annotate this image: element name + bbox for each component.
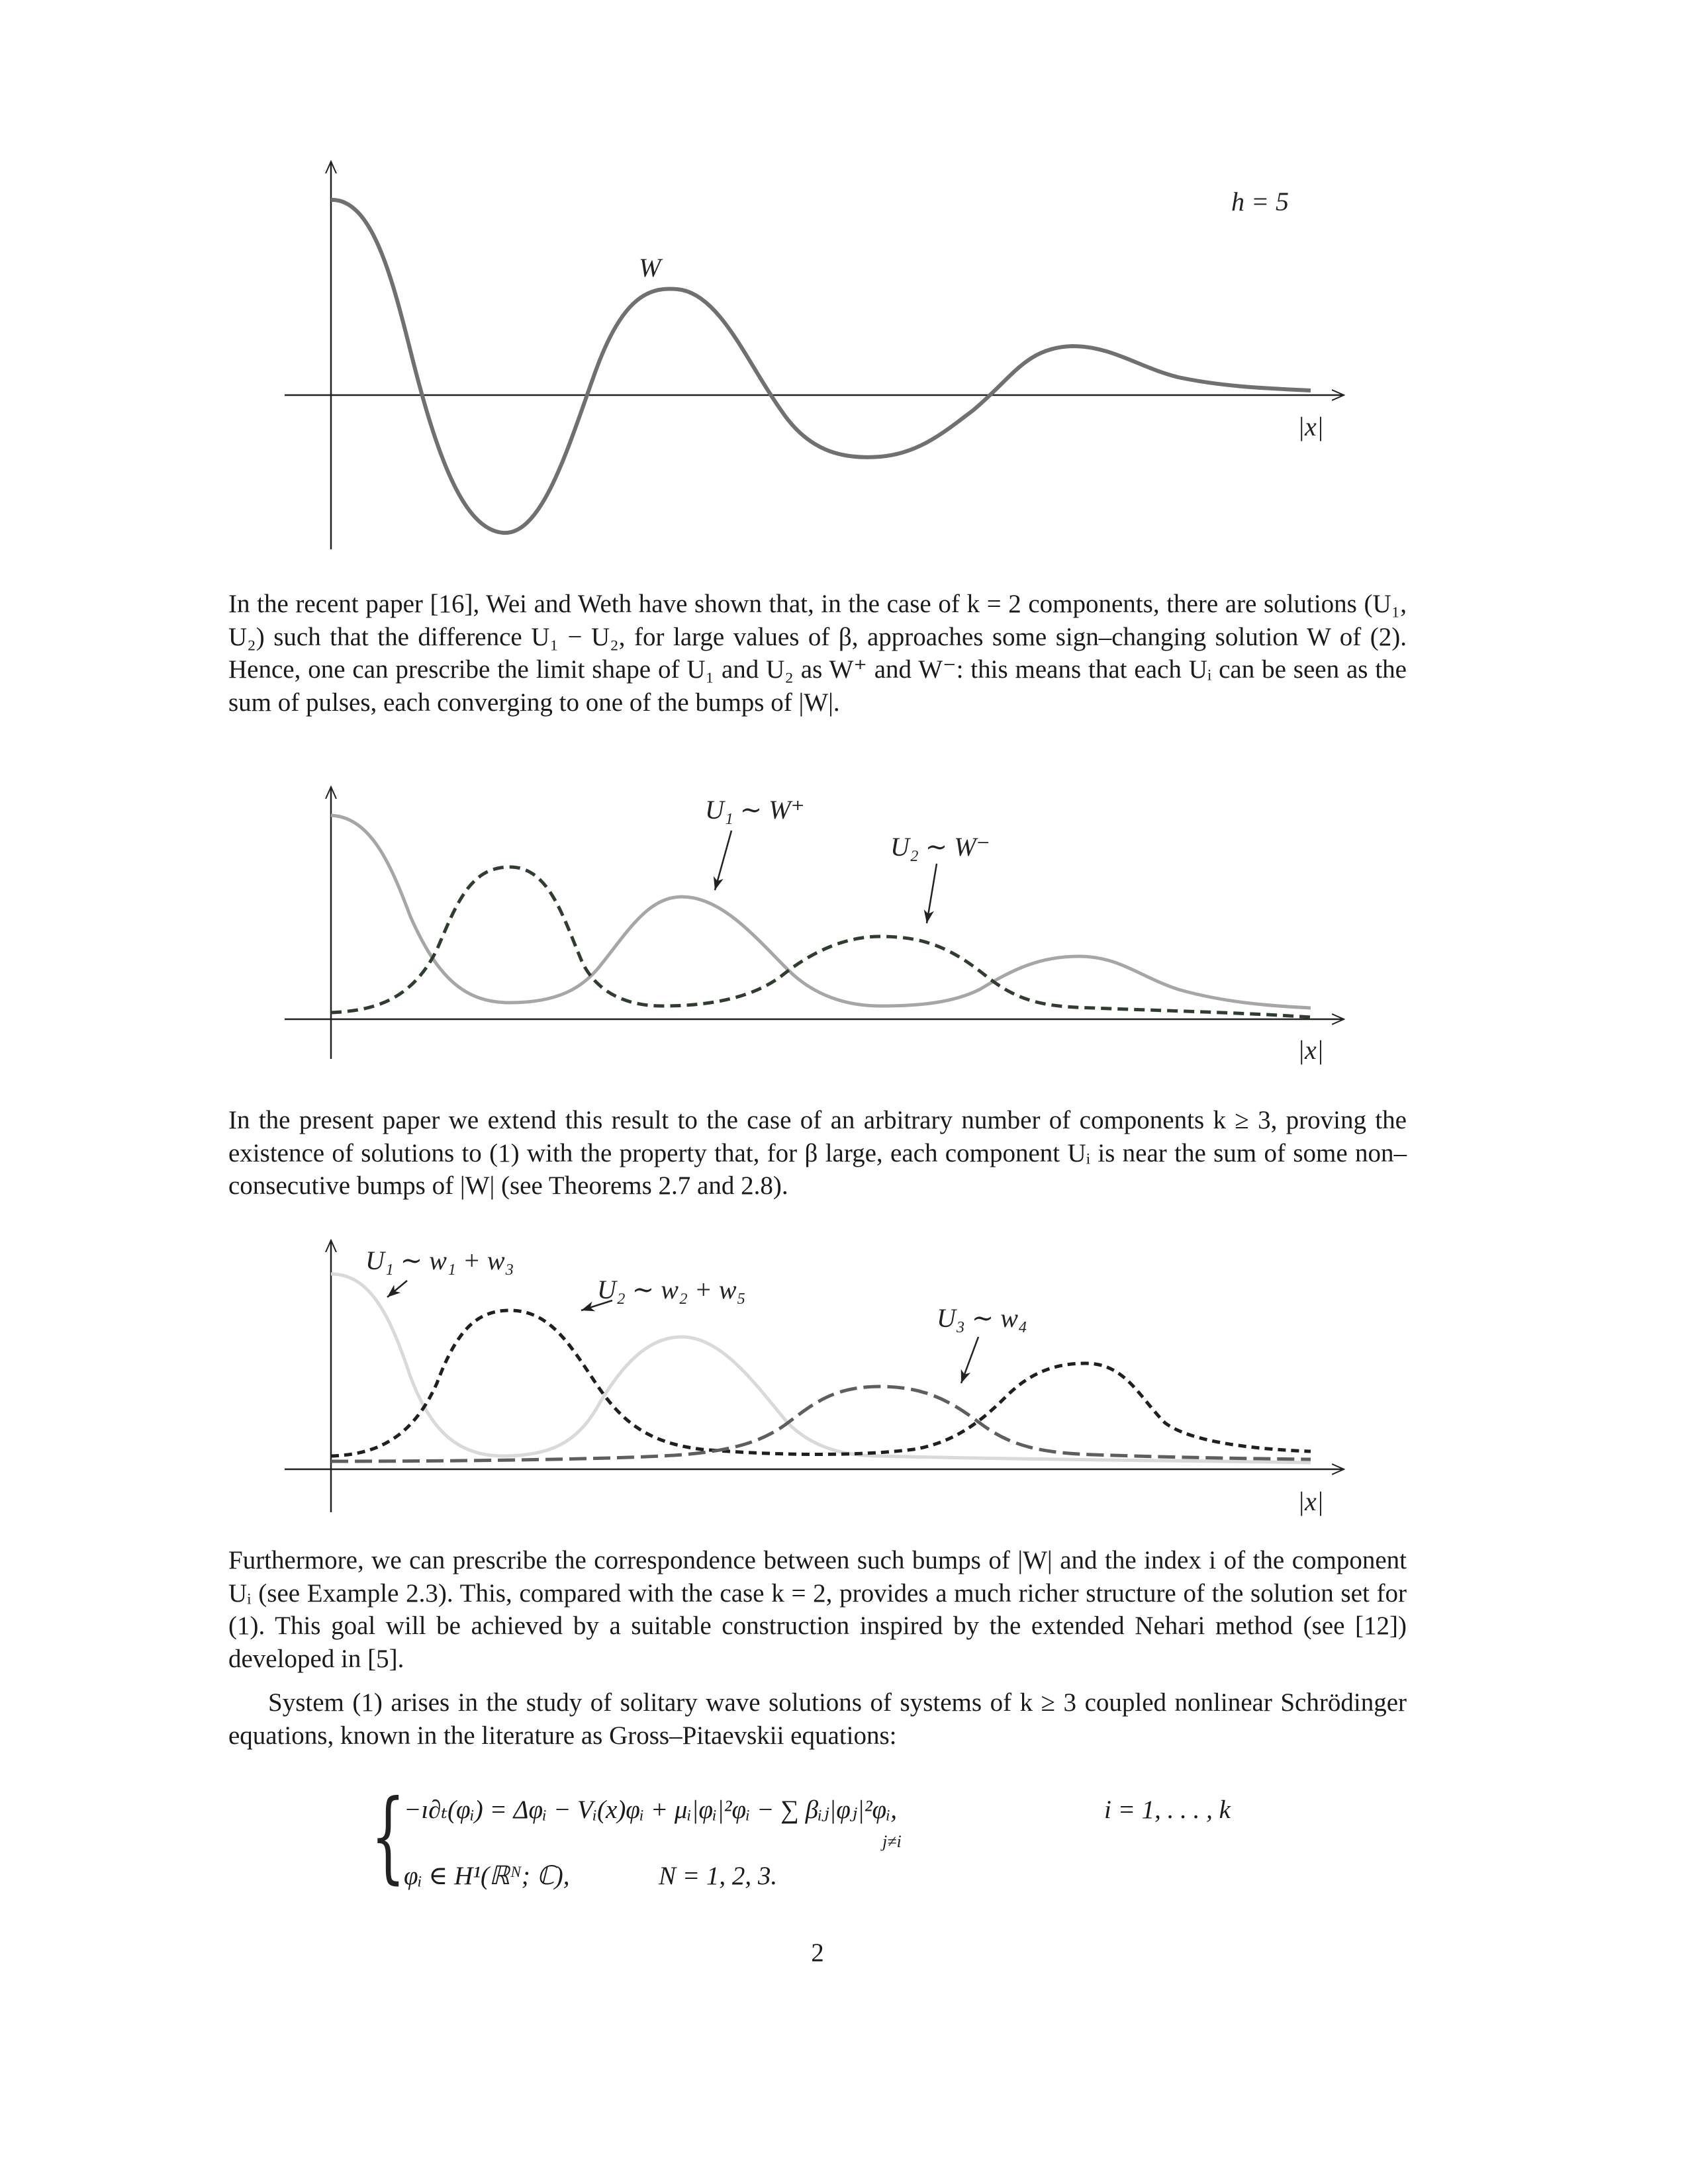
figure-u1-u2-u3 bbox=[0, 1231, 1688, 1522]
paragraph-4: System (1) arises in the study of solitary wave solutions of systems of k ≥ 3 coupled nonlinear Schrödinger equations, known in the literature as Gross–Pitaevskii equations: bbox=[228, 1688, 1407, 1750]
equation-line-2: φᵢ ∈ H¹(ℝᴺ; ℂ), bbox=[404, 1862, 570, 1890]
x-axis-label: |x| bbox=[1297, 1035, 1324, 1065]
paragraph-3: Furthermore, we can prescribe the correspondence between such bumps of |W| and the index i of the component Uᵢ (see Example 2.3). This, compared with the case k = 2, provides a much richer structure of the solution set for (1). This goal will be achieved by a suitable construction inspired by the extended Nehari method (see [12]) developed in [5]. bbox=[228, 1546, 1407, 1673]
curve-u2 bbox=[331, 1310, 1311, 1456]
curve-label-w: W bbox=[639, 253, 661, 283]
paragraph-2: In the present paper we extend this result to the case of an arbitrary number of components k ≥ 3, proving the existence of solutions to (1) with the property that, for β large, each component Uᵢ is near the sum of some non–consecutive bumps of |W| (see Theorems 2.7 and 2.8). bbox=[228, 1106, 1407, 1200]
arrow-u1 bbox=[715, 831, 731, 890]
page-number: 2 bbox=[811, 1938, 824, 1967]
curve-w bbox=[331, 200, 1311, 533]
arrow-u1 bbox=[387, 1281, 407, 1297]
h-label: h = 5 bbox=[1231, 187, 1289, 216]
left-brace: { bbox=[371, 1779, 406, 1894]
equation-index-range: i = 1, . . . , k bbox=[1104, 1796, 1231, 1824]
curve-u1 bbox=[331, 1274, 1311, 1463]
equation-line-1: −ı∂ₜ(φᵢ) = Δφᵢ − Vᵢ(x)φᵢ + μᵢ|φᵢ|²φᵢ − ∑ βᵢⱼ|φⱼ|²φᵢ, bbox=[404, 1796, 898, 1824]
label-u3: U₃ ∼ w₄ bbox=[937, 1303, 1027, 1333]
paragraph-1: In the recent paper [16], Wei and Weth have shown that, in the case of k = 2 components, there are solutions (U₁, U₂) such that the difference U₁ − U₂, for large values of β, approaches some sign–changing solution W of (2). Hence, one can prescribe the limit shape of U₁ and U₂ as W⁺ and W⁻: this means that each Uᵢ can be seen as the sum of pulses, each converging to one of the bumps of |W|. bbox=[228, 590, 1407, 717]
figure-w-profile bbox=[0, 152, 1688, 563]
arrow-u3 bbox=[961, 1337, 978, 1383]
curve-u1 bbox=[331, 815, 1311, 1008]
sum-subscript: j≠i bbox=[882, 1832, 902, 1851]
x-axis-label: |x| bbox=[1297, 412, 1324, 441]
label-u1: U₁ ∼ W⁺ bbox=[705, 795, 805, 825]
label-u2: U₂ ∼ w₂ + w₅ bbox=[597, 1275, 746, 1304]
equation-gross-pitaevskii bbox=[371, 1779, 1364, 1913]
label-u2: U₂ ∼ W⁻ bbox=[890, 832, 990, 862]
figure-u1-u2 bbox=[0, 778, 1688, 1069]
label-u1: U₁ ∼ w₁ + w₃ bbox=[365, 1246, 514, 1275]
equation-dimensions: N = 1, 2, 3. bbox=[659, 1862, 778, 1890]
arrow-u2 bbox=[927, 864, 937, 923]
x-axis-label: |x| bbox=[1297, 1486, 1324, 1516]
